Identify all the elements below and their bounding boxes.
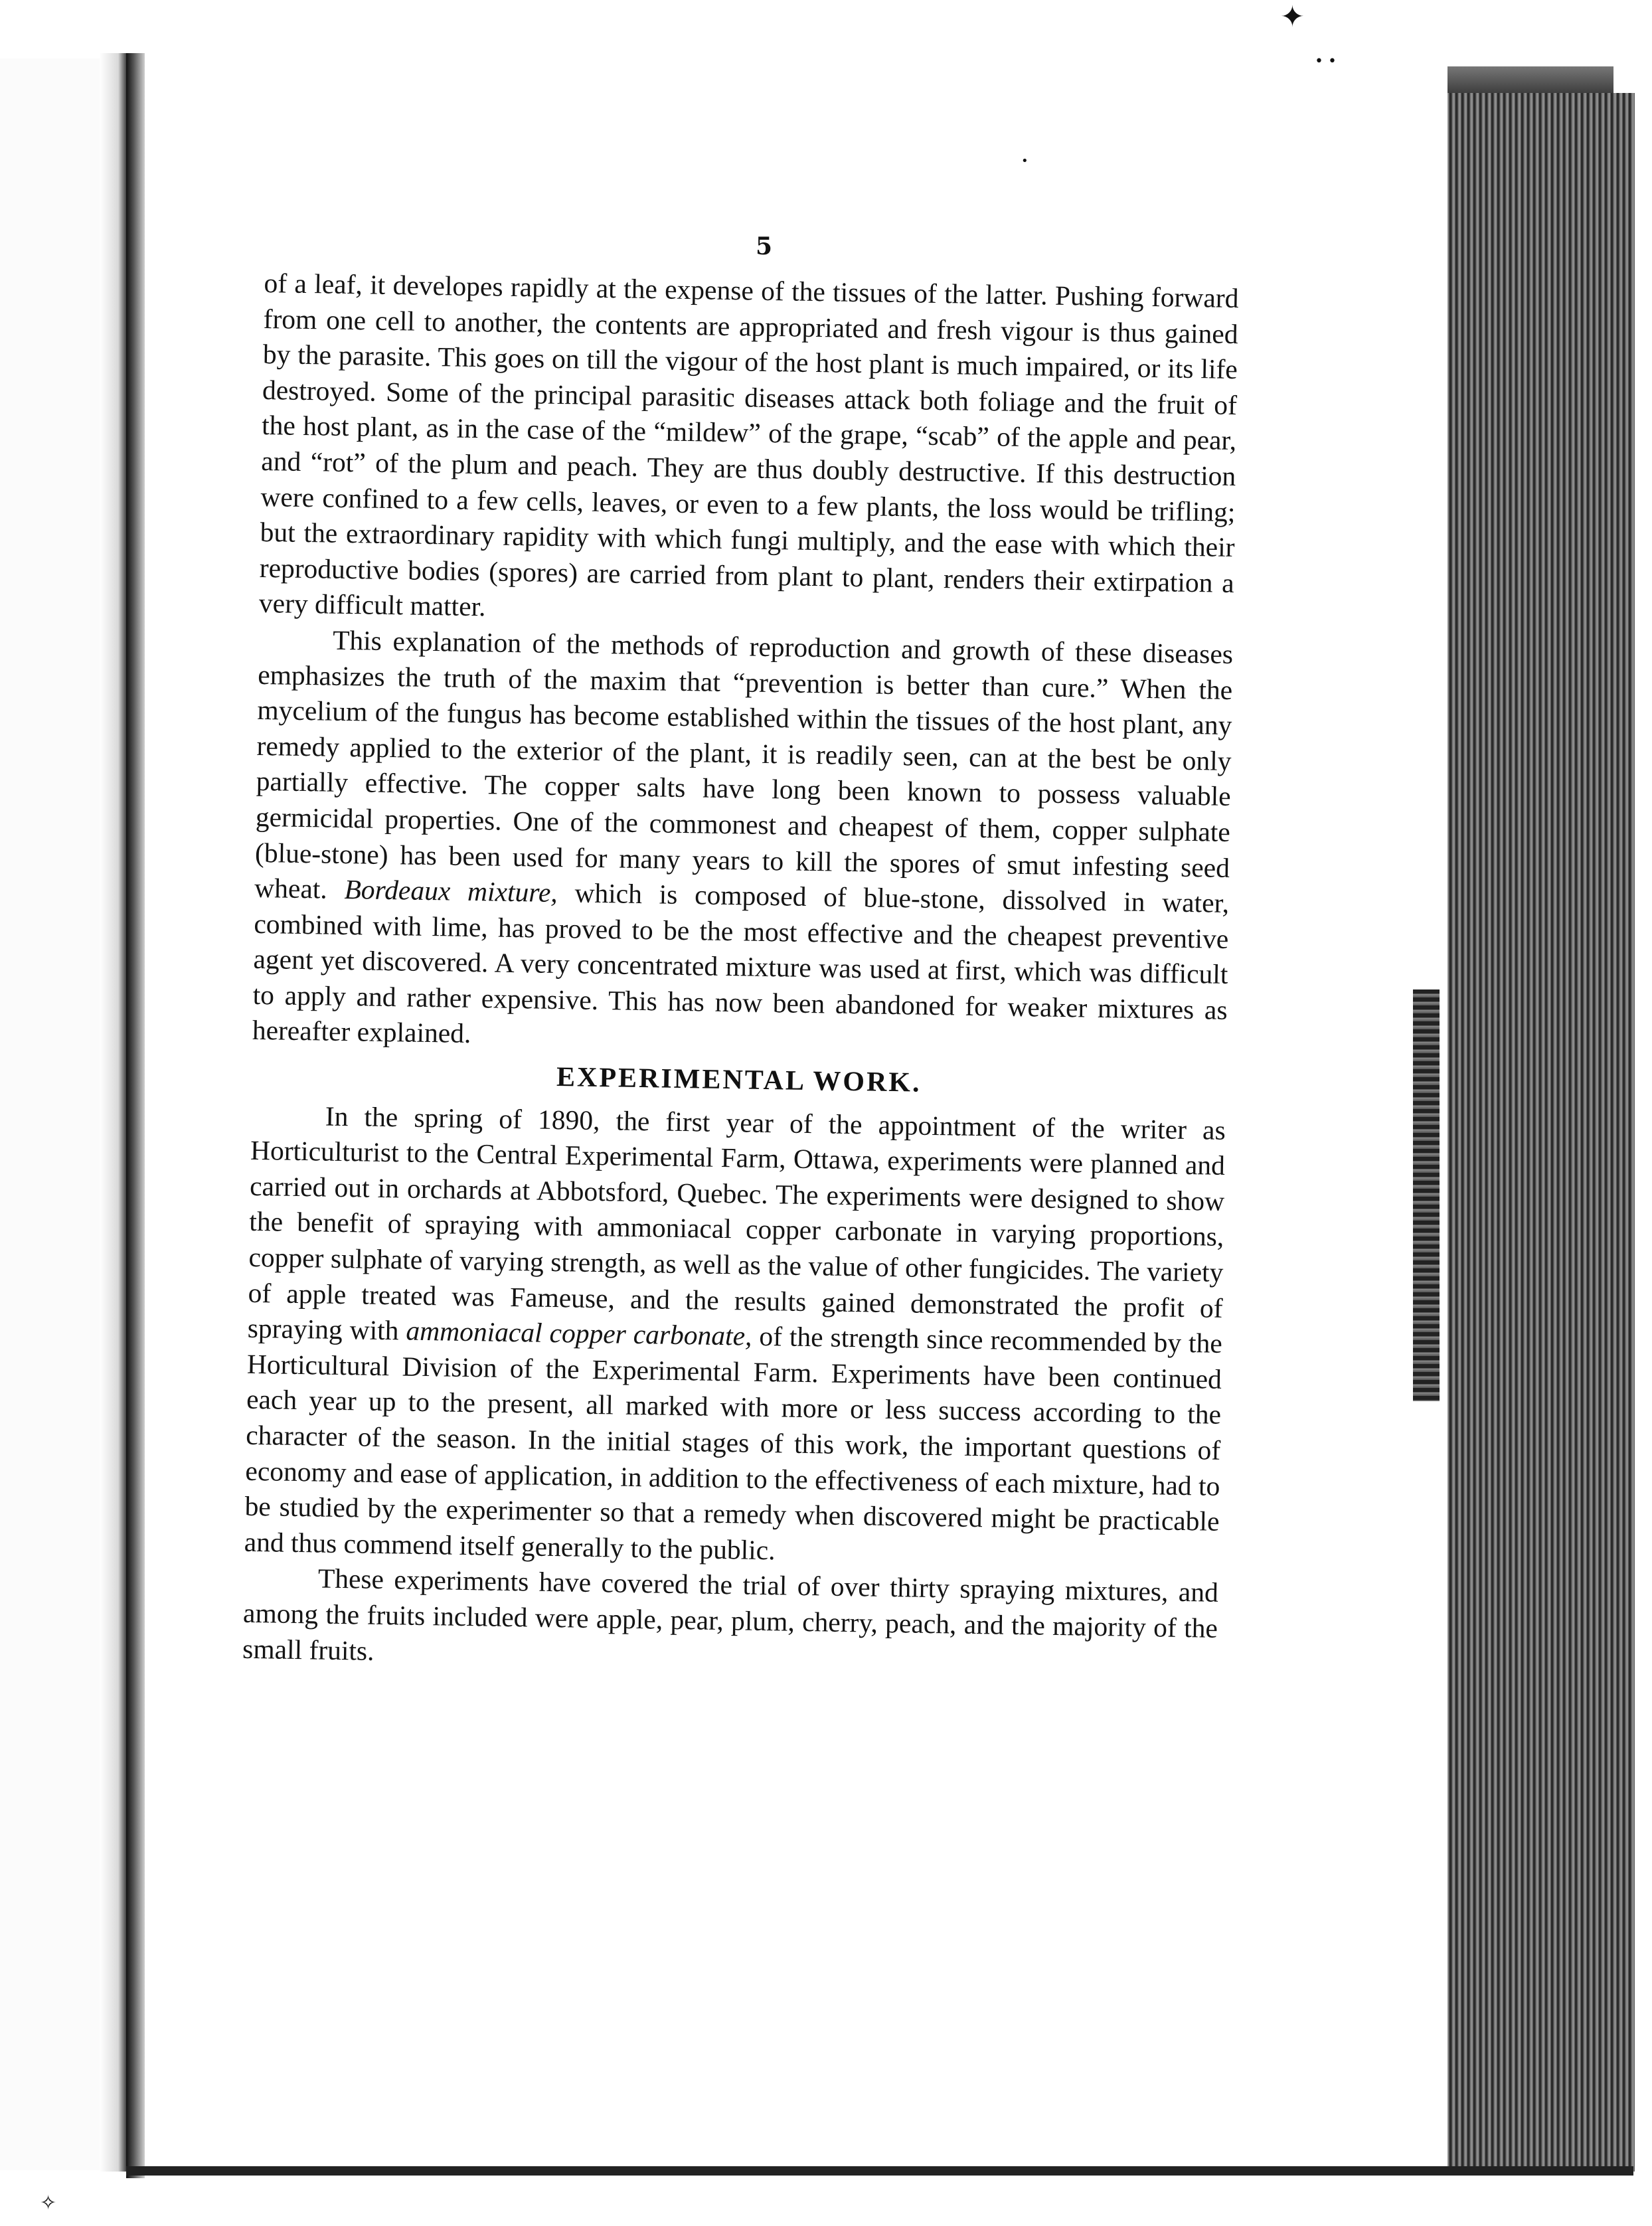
- page-body-text: [242, 266, 1239, 1682]
- book-bottom-edge: [126, 2166, 1633, 2176]
- scan-speck-mark: • •: [1315, 53, 1337, 70]
- book-gutter: [126, 53, 145, 2178]
- italic-term-ammoniacal: ammoniacal copper carbonate,: [406, 1315, 752, 1351]
- book-fore-edge: [1441, 93, 1635, 2172]
- facing-page-shadow: [100, 53, 126, 2172]
- paragraph-text: of the strength since recommended by the Horticultural Division of the Experimental Farm. Experiments have been continued each year up to the present, all marked with more or less success according to the character of the season. In the initial stages of this work, the important questions of economy and ease of application, in addition to the effectiveness of each mixture, had to be studied by the experimenter so that a remedy when discovered might be practicable and thus commend itself generally to the public.: [244, 1321, 1223, 1566]
- scan-speck-mark: •: [1021, 154, 1029, 168]
- paragraph-text: In the spring of 1890, the first year of the appointment of the writer as Horticulturist to the Central Experimental Farm, Ottawa, experiments were planned and carried out in orchards at Abbotsford, Quebec. The experiments were designed to show the benefit of spraying with ammoniacal copper carbonate in varying proportions, copper sulphate of varying strength, as well as the value of other fungicides. The variety of apple treated was Fameuse, and the results gained demonstrated the profit of spraying with: [247, 1100, 1226, 1346]
- paragraph-text: This explanation of the methods of reproduction and growth of these diseases emphasizes the truth of the maxim that “prevention is better than cure.” When the mycelium of the fungus has become established within the tissues of the host plant, any remedy applied to the exterior of the plant, it is readily seen, can at the best be only partially effective. The copper salts have long been known to possess valuable germicidal properties. One of the commonest and cheapest of them, copper sulphate (blue-stone) has been used for many years to kill the spores of smut infesting seed wheat.: [254, 624, 1234, 904]
- page-number: 5: [756, 232, 773, 260]
- paragraph-text: which is composed of blue-stone, dissolved in water, combined with lime, has proved to be the most effective and the cheapest preventive agent yet discovered. A very concentrated mixture was used at first, which was difficult to apply and rather expensive. This has now been abandoned for weaker mixtures as hereafter explained.: [252, 877, 1230, 1049]
- page-edge-tab: [1413, 989, 1440, 1401]
- scan-speck-mark: ✦: [1280, 0, 1305, 34]
- italic-term-bordeaux: Bordeaux mixture,: [344, 874, 558, 908]
- paragraph-summary: These experiments have covered the trial of over thirty spraying mixtures, and among the fruits included were apple, pear, plum, cherry, peach, and the majority of the small fruits.: [242, 1563, 1219, 1666]
- section-heading: EXPERIMENTAL WORK.: [556, 1062, 922, 1098]
- paragraph-experiments: [244, 1098, 1226, 1576]
- paragraph-prevention: [252, 622, 1233, 1064]
- scan-speck-mark: ✧: [40, 2191, 57, 2215]
- paragraph-continuation: of a leaf, it developes rapidly at the expense of the tissues of the latter. Pushing forward from one cell to another, the contents are appropriated and fresh vigour is thus gained by the parasite. This goes on till the vigour of the host plant is much impaired, or its life destroyed. Some of the principal parasitic diseases attack both foliage and the fruit of the host plant, as in the case of the “mildew” of the grape, “scab” of the apple and pear, and “rot” of the plum and peach. They are thus doubly destructive. If this destruction were confined to a few cells, leaves, or even to a few plants, the loss would be trifling; but the extraordinary rapidity with which fungi multiply, and the ease with which their reproductive bodies (spores) are carried from plant to plant, renders their extirpation a very difficult matter.: [258, 267, 1239, 622]
